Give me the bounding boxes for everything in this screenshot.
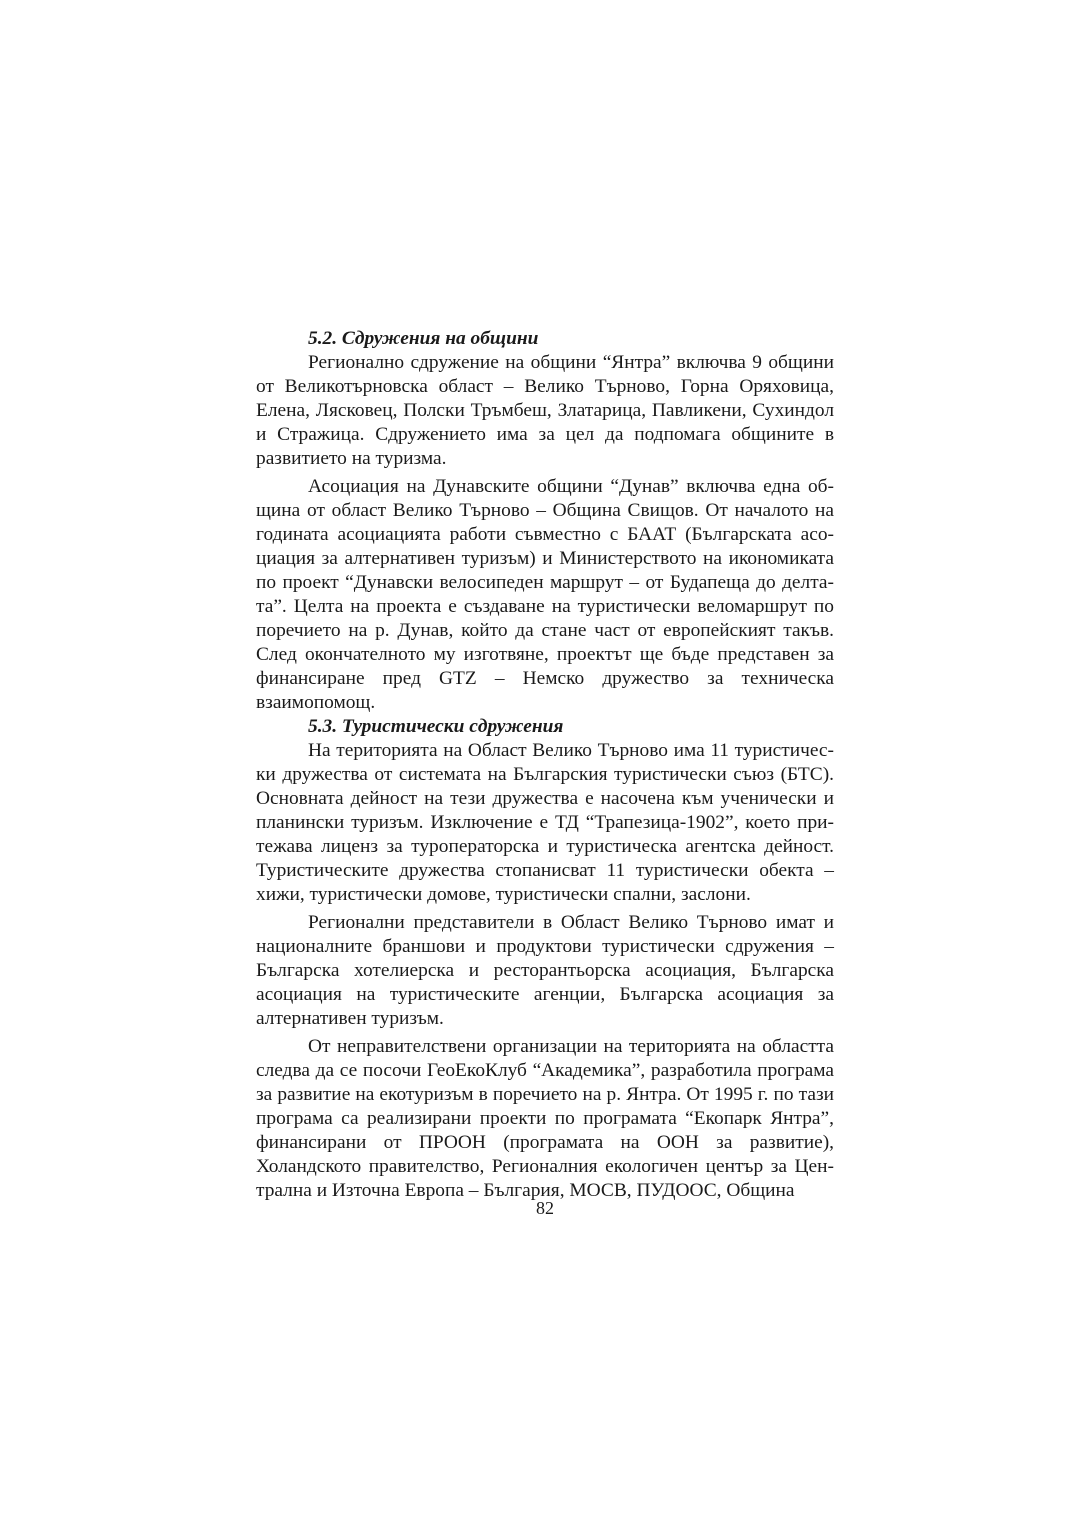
paragraph-tourist-societies: На територията на Област Велико Търново има 11 туристически дружества от системата на Българския туристически съюз (БТС). Основната дейност на тези дружества е насочена към ученически и планински туризъм. Изключение е ТД “Трапезица-1902”, което притежава лиценз за туроператорска и туристическа агентска дейност. Туристическите дружества стопанисват 11 туристически обекта – хижи, туристически домове, туристически спални, заслони. [256, 740, 834, 905]
page-number: 82 [536, 1198, 554, 1218]
paragraph-danube-association: Асоциация на Дунавските общини “Дунав” включва една община от област Велико Търново – Община Свищов. От началото на годината асоциацията работи съвместно с БААТ (Българската асоциация за алтернативен туризъм) и Министерството на икономиката по проект “Дунавски велосипеден маршрут – от Будапеща до делтата”. Целта на проекта е създаване на туристически веломаршрут по поречието на р. Дунав, който да стане част от европейският такъв. След окончателното му изготвяне, проектът ще бъде представен за финансиране пред GTZ – Немско дружество за техническа взаимопомощ. [256, 476, 834, 713]
paragraph-regional-representatives: Регионални представители в Област Велико Търново имат и националните браншови и продуктови туристически сдружения – Българска хотелиерска и ресторантьорска асоциация, Българска асоциация на туристическите агенции, Българска асоциация за алтернативен туризъм. [256, 912, 834, 1029]
section-heading-5-2: 5.2. Сдружения на общини [308, 328, 539, 349]
paragraph-yantra-association: Регионално сдружение на общини “Янтра” включва 9 общини от Великотърновска област – Велико Търново, Горна Оряховица, Елена, Лясковец, Полски Тръмбеш, Златарица, Павликени, Сухиндол и Стражица. Сдружението има за цел да подпомага общините в развитието на туризма. [256, 352, 834, 469]
paragraph-ngo-organizations: От неправителствени организации на територията на областта следва да се посочи ГеоЕкоКлуб “Академика”, разработила програма за развитие на екотуризъм в поречието на р. Янтра. От 1995 г. по тази програма са реализирани проекти по програмата “Екопарк Янтра”, финансирани от ПРООН (програмата на ООН за развитие), Холандското правителство, Регионалния екологичен център за Централна и Източна Европа – България, МОСВ, ПУДООС, Община [256, 1036, 834, 1201]
section-heading-5-3: 5.3. Туристически сдружения [308, 716, 564, 737]
page-body [256, 327, 834, 1203]
